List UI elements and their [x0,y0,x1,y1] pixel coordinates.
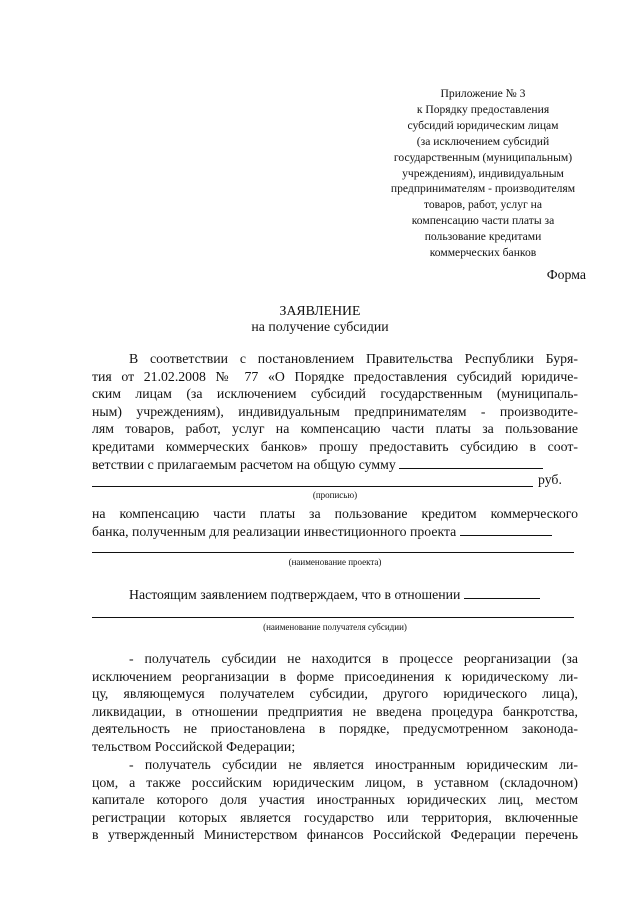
appendix-line: Приложение № 3 [440,87,526,100]
text-line: ликвидации, в отношении предприятия не введена процедура банкротства, [92,703,578,719]
text-line [92,456,578,474]
text-line: в утвержденный Министерством финансов Российской Федерации перечень [92,827,578,843]
paragraph-project [92,505,578,540]
text-line: лям товаров, работ, услуг на компенсацию части платы за пользование [92,421,578,437]
paragraph-confirm [92,586,578,604]
appendix-header [368,86,598,261]
currency-label: руб. [538,472,562,487]
text-line: ским лицам (за исключением субсидий государственным (муниципаль- [92,386,578,402]
amount-blank-field[interactable] [399,456,543,469]
text-line: тельством Российской Федерации; [92,738,296,754]
text-line: - получатель субсидии не находится в процессе реорганизации (за [129,651,578,666]
recipient-blank-field[interactable] [464,586,540,599]
text-line: деятельность не приостановлена в порядке, предусмотренном законода- [92,721,578,737]
appendix-line: (за исключением субсидий [416,134,550,148]
text-line: цом, а также российским юридическим лицом, в уставном (складочном) [92,774,578,790]
recipient-name-field[interactable] [92,617,574,618]
appendix-line: коммерческих банков [429,246,537,260]
hint-recipient: (наименование получателя субсидии) [263,622,407,632]
amount-words-field[interactable] [92,486,533,487]
appendix-line: субсидий юридическим лицам [407,118,559,132]
text-line: В соответствии с постановлением Правительства Республики Буря- [129,351,578,366]
appendix-line: товаров, работ, услуг на [423,198,543,212]
text-line [92,586,578,604]
appendix-line: учреждениям), индивидуальным [402,166,564,180]
bullet-foreign-entity [92,756,578,844]
text-line: тия от 21.02.2008 № 77 «О Порядке предоставления субсидий юридиче- [92,368,578,384]
project-blank-field[interactable] [460,523,552,536]
text-line: - получатель субсидии не является иностранным юридическим ли- [129,757,578,772]
appendix-line: компенсацию части платы за [411,214,555,228]
text-line: на компенсацию части платы за пользование кредитом коммерческого [92,506,578,521]
document-subtitle: на получение субсидии [251,319,389,334]
paragraph-request [92,350,578,473]
appendix-line: пользование кредитами [424,230,542,244]
appendix-line: предпринимателям - производителям [390,182,576,196]
text-line: цу, являющемуся получателем субсидии, другого юридического лица), [92,686,578,702]
text-line: кредитами коммерческих банков» прошу предоставить субсидию в соот- [92,438,578,454]
text-line-content: банка, полученным для реализации инвестиционного проекта [92,523,457,539]
text-line-content: ветствии с прилагаемым расчетом на общую сумму [92,456,396,472]
project-name-field[interactable] [92,552,574,553]
text-line: исключением реорганизации в форме присоединения к юридическому ли- [92,668,578,684]
appendix-line: к Порядку предоставления [416,102,550,116]
text-line: капитале которого доля участия иностранных юридических лиц, местом [92,792,578,808]
appendix-line: государственным (муниципальным) [393,150,573,164]
document-title: ЗАЯВЛЕНИЕ [279,303,361,318]
text-line-content: Настоящим заявлением подтверждаем, что в отношении [129,587,461,602]
hint-project: (наименование проекта) [288,557,382,567]
hint-words: (прописью) [312,490,358,500]
bullet-reorganization [92,650,578,756]
text-line: регистрации которых является государство или территория, включенные [92,809,578,825]
text-line [92,523,578,541]
text-line: ным) учреждениям), индивидуальным предпринимателям - производите- [92,403,578,419]
form-label: Форма [546,267,586,282]
